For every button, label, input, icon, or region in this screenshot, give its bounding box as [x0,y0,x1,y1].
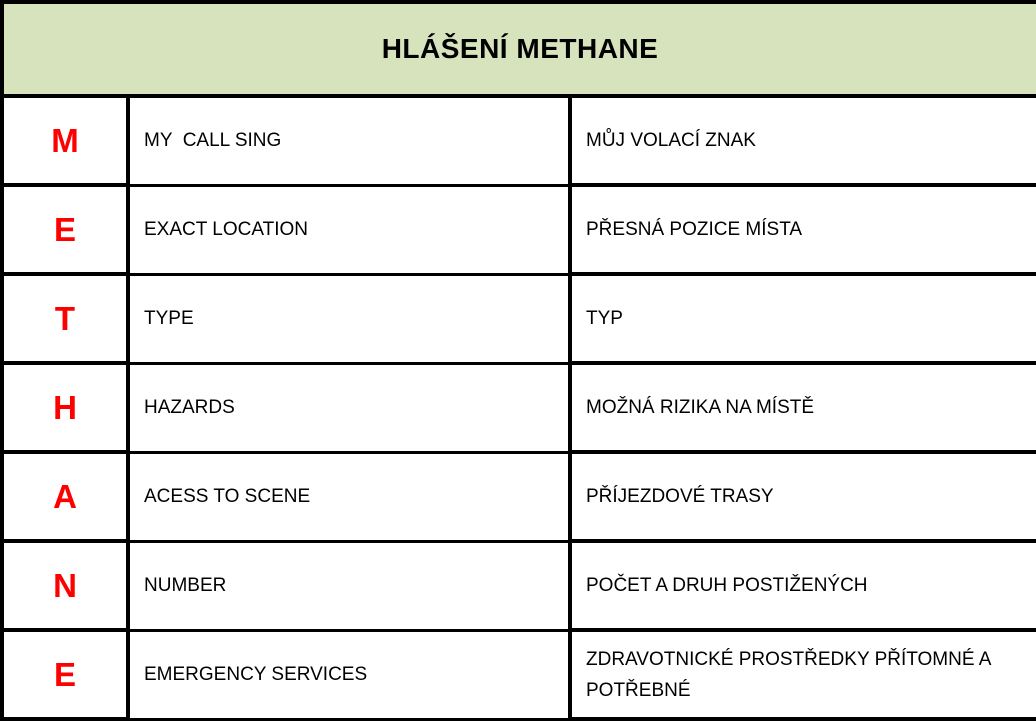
mnemonic-letter: N [2,541,128,630]
czech-term: ZDRAVOTNICKÉ PROSTŘEDKY PŘÍTOMNÉ A POTŘEBNÉ [570,630,1036,719]
table-row-e1 [2,185,1036,274]
mnemonic-letter: T [2,274,128,363]
czech-term: PŘESNÁ POZICE MÍSTA [570,185,1036,274]
english-term: ACESS TO SCENE [128,452,570,541]
table-header-row [2,2,1036,96]
table-row-t [2,274,1036,363]
czech-term: MŮJ VOLACÍ ZNAK [570,96,1036,185]
table-row-n [2,541,1036,630]
czech-term: MOŽNÁ RIZIKA NA MÍSTĚ [570,363,1036,452]
english-term: EMERGENCY SERVICES [128,630,570,719]
czech-term: POČET A DRUH POSTIŽENÝCH [570,541,1036,630]
mnemonic-letter: H [2,363,128,452]
english-term: HAZARDS [128,363,570,452]
table-row-a [2,452,1036,541]
table-row-h [2,363,1036,452]
english-term: EXACT LOCATION [128,185,570,274]
table-title: HLÁŠENÍ METHANE [2,2,1036,96]
table-row-e2 [2,630,1036,719]
english-term: NUMBER [128,541,570,630]
english-term: MY CALL SING [128,96,570,185]
mnemonic-letter: M [2,96,128,185]
english-term: TYPE [128,274,570,363]
table-row-m [2,96,1036,185]
mnemonic-letter: A [2,452,128,541]
mnemonic-letter: E [2,185,128,274]
czech-term: PŘÍJEZDOVÉ TRASY [570,452,1036,541]
mnemonic-letter: E [2,630,128,719]
czech-term: TYP [570,274,1036,363]
